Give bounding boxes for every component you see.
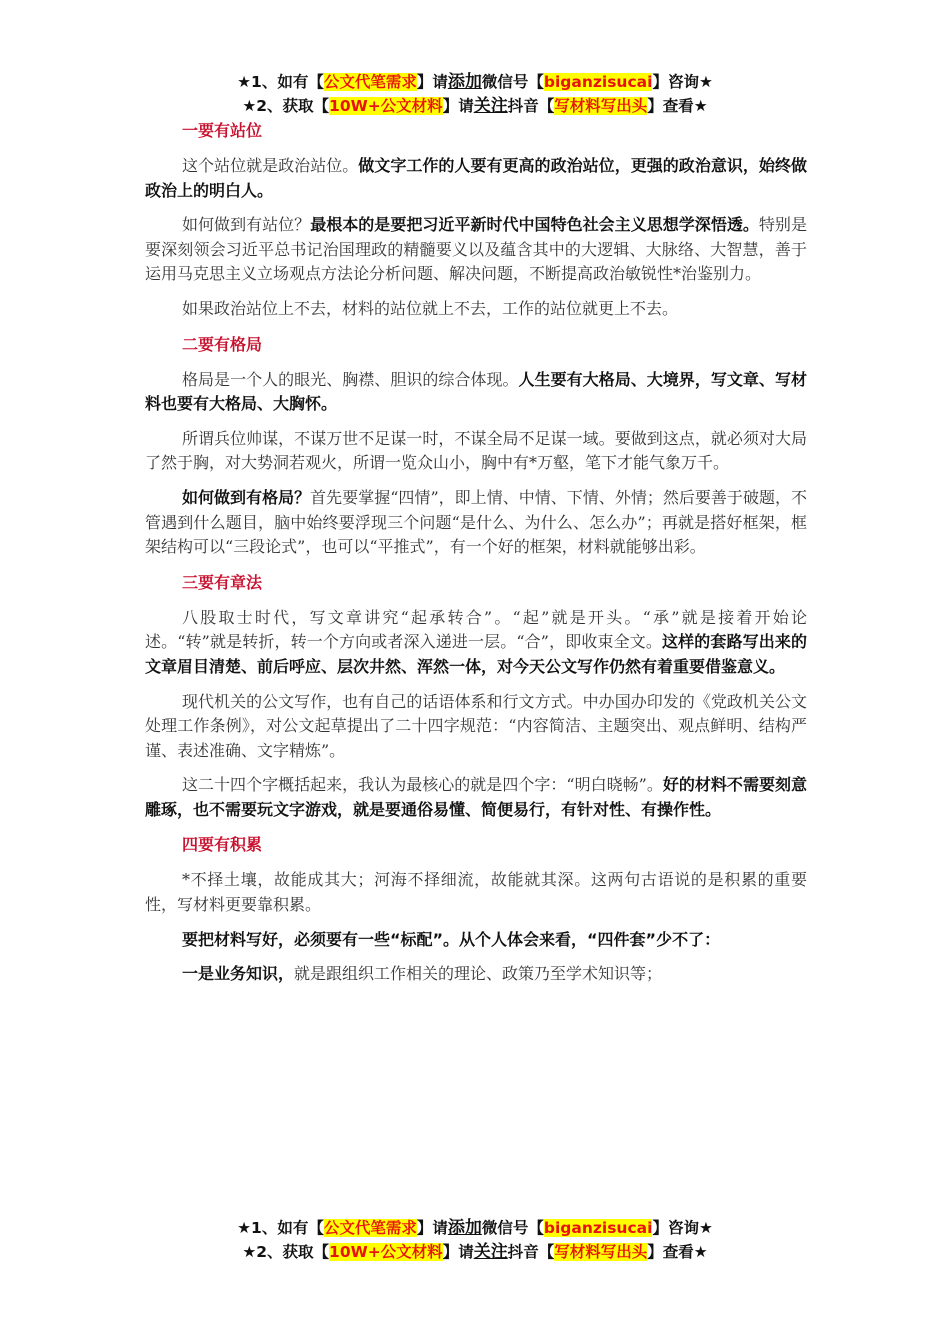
paragraph: 这个站位就是政治站位。做文字工作的人要有更高的政治站位，更强的政治意识，始终做政治上的明白人。 (145, 156, 807, 200)
wechat-id-highlight: biganzisucai (543, 1219, 653, 1237)
paragraph: 八股取士时代，写文章讲究“起承转合”。“起”就是开头。“承”就是接着开始论述。“转”就是转折，转一个方向或者深入递进一层。“合”，即收束全文。这样的套路写出来的文章眉目清楚、前后呼应、层次井然、浑然一体，对今天公文写作仍然有着重要借鉴意义。 (145, 607, 807, 676)
promo-highlight: 10W+公文材料 (329, 97, 443, 115)
wechat-id-highlight: biganzisucai (543, 73, 653, 91)
promo-line-1: ★1、如有【公文代笔需求】请添加微信号【biganzisucai】咨询★ (237, 1218, 713, 1238)
douyin-id-highlight: 写材料写出头 (554, 97, 648, 115)
paragraph: 格局是一个人的眼光、胸襟、胆识的综合体现。人生要有大格局、大境界，写文章、写材料也要有大格局、大胸怀。 (145, 369, 807, 414)
promo-highlight: 10W+公文材料 (329, 1243, 443, 1261)
section-heading: 四要有积累 (182, 835, 263, 855)
paragraph: *不择土壤，故能成其大；河海不择细流，故能就其深。这两句古语说的是积累的重要性，写材料更要靠积累。 (145, 870, 807, 915)
header-promo-banner (0, 70, 950, 118)
paragraph: 这二十四个字概括起来，我认为最核心的就是四个字：“明白晓畅”。好的材料不需要刻意雕琢，也不需要玩文字游戏，就是要通俗易懂、简便易行，有针对性、有操作性。 (145, 775, 807, 819)
paragraph: 要把材料写好，必须要有一些“标配”。从个人体会来看，“四件套”少不了： (182, 929, 721, 949)
promo-line-2: ★2、获取【10W+公文材料】请关注抖音【写材料写出头】查看★ (242, 96, 708, 116)
promo-line-1: ★1、如有【公文代笔需求】请添加微信号【biganzisucai】咨询★ (237, 72, 713, 92)
article-body (145, 118, 807, 997)
footer-promo-banner (0, 1216, 950, 1264)
section-heading: 三要有章法 (182, 572, 263, 592)
douyin-id-highlight: 写材料写出头 (554, 1243, 648, 1261)
paragraph: 一是业务知识，就是跟组织工作相关的理论、政策乃至学术知识等； (182, 964, 663, 984)
paragraph: 所谓兵位帅谋，不谋万世不足谋一时，不谋全局不足谋一域。要做到这点，就必须对大局了然于胸，对大势洞若观火，所谓一览众山小，胸中有*万壑，笔下才能气象万千。 (145, 428, 807, 473)
paragraph: 如何做到有站位？最根本的是要把习近平新时代中国特色社会主义思想学深悟透。特别是要深刻领会习近平总书记治国理政的精髓要义以及蕴含其中的大逻辑、大脉络、大智慧，善于运用马克思主义立场观点方法论分析问题、解决问题，不断提高政治敏锐性*治鉴别力。 (145, 215, 807, 284)
promo-line-2: ★2、获取【10W+公文材料】请关注抖音【写材料写出头】查看★ (242, 1242, 708, 1262)
promo-highlight: 公文代笔需求 (323, 1219, 417, 1237)
section-heading: 二要有格局 (182, 334, 263, 354)
paragraph: 如果政治站位上不去，材料的站位就上不去，工作的站位就更上不去。 (182, 298, 679, 318)
paragraph: 如何做到有格局？首先要掌握“四情”，即上情、中情、下情、外情；然后要善于破题，不管遇到什么题目，脑中始终要浮现三个问题“是什么、为什么、怎么办”；再就是搭好框架，框架结构可以“三段论式”，也可以“平推式”，有一个好的框架，材料就能够出彩。 (145, 487, 807, 557)
promo-highlight: 公文代笔需求 (323, 73, 417, 91)
section-heading: 一要有站位 (182, 121, 263, 140)
paragraph: 现代机关的公文写作，也有自己的话语体系和行文方式。中办国办印发的《党政机关公文处理工作条例》，对公文起草提出了二十四字规范：“内容简洁、主题突出、观点鲜明、结构严谨、表述准确、文字精炼”。 (145, 691, 807, 760)
